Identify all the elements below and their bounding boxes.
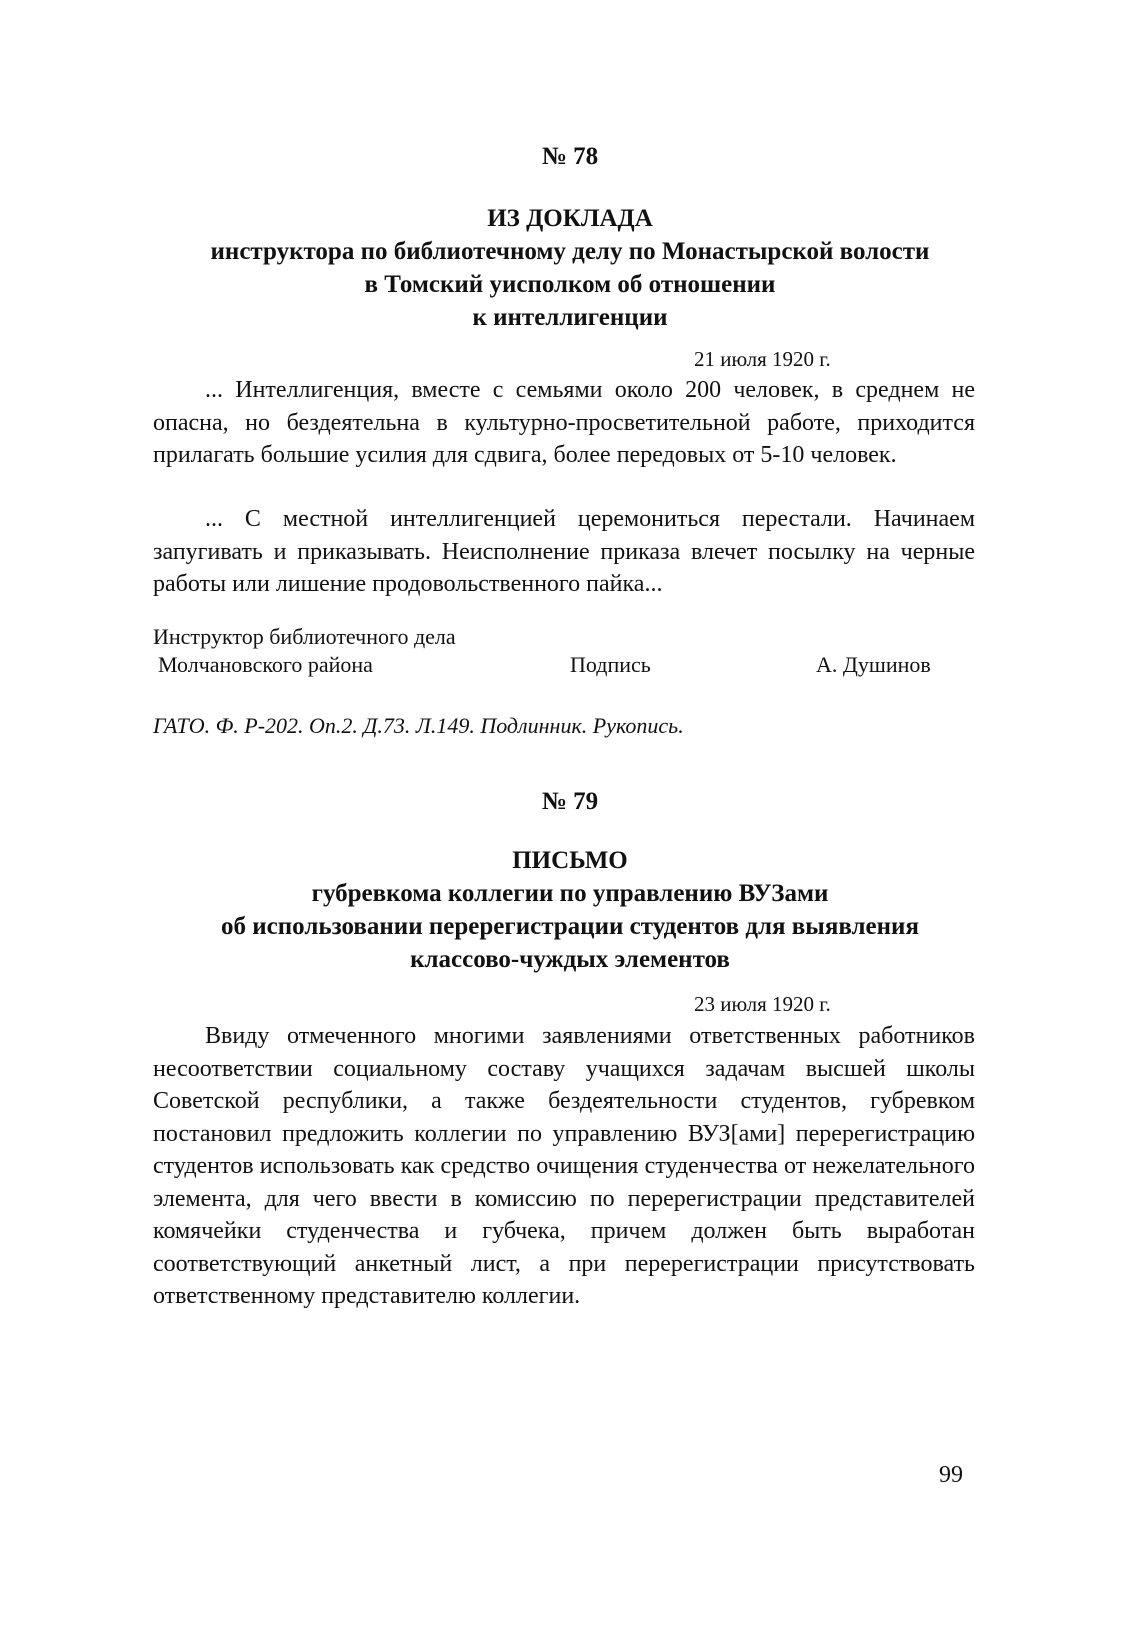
doc78-subtitle-line-2: в Томский уисполком об отношении [364,271,776,298]
doc78-signature-name: А. Душинов [816,652,931,677]
doc79-number: № 79 [541,788,599,815]
doc79-subtitle-line-2: об использовании перерегистрации студентов для выявления [221,913,919,940]
doc78-signature-position-line-2: Молчановского района [158,652,373,677]
doc79-subtitle-line-1: губревкома коллегии по управлению ВУЗами [311,880,829,907]
doc79-paragraph: Ввиду отмеченного многими заявлениями ответственных работников несоответствии социальному составу учащихся задачам высшей школы Советской республики, а также бездеятельности студентов, губревком постановил предложить коллегии по управлению ВУЗ[ами] перерегистрацию студентов использовать как средство очищения студенчества от нежелательного элемента, для чего ввести в комиссию по перерегистрации представителей комячейки студенчества и губчека, причем должен быть выработан соответствующий анкетный лист, а при перерегистрации присутствовать ответственному представителю коллегии. [153,1023,975,1309]
doc79-title: ПИСЬМО [512,847,628,874]
doc78-subtitle-line-1: инструктора по библиотечному делу по Монастырской волости [210,238,930,265]
doc78-subtitle-line-3: к интеллигенции [472,304,668,331]
doc78-date: 21 июля 1920 г. [694,347,831,371]
doc78-source: ГАТО. Ф. Р-202. Оп.2. Д.73. Л.149. Подлинник. Рукопись. [153,713,684,738]
doc78-number: № 78 [541,143,599,170]
doc79-subtitle-line-3: классово-чуждых элементов [410,946,730,973]
doc79-date: 23 июля 1920 г. [694,992,831,1016]
doc78-title: ИЗ ДОКЛАДА [487,205,653,232]
doc78-paragraph-2: ... С местной интеллигенцией церемониться перестали. Начинаем запугивать и приказывать. Неисполнение приказа влечет посылку на черные работы или лишение продовольственного пайка... [153,506,975,597]
doc78-signature-position-line-1: Инструктор библиотечного дела [153,624,456,649]
doc78-signature-label: Подпись [570,652,651,677]
doc78-title-block [120,202,1020,334]
page-number: 99 [939,1462,963,1488]
doc78-paragraph-1: ... Интеллигенция, вместе с семьями около 200 человек, в среднем не опасна, но бездеятельна в культурно-просветительной работе, приходится прилагать большие усилия для сдвига, более передовых от 5-10 человек. [153,377,975,468]
doc79-title-block [120,844,1020,976]
